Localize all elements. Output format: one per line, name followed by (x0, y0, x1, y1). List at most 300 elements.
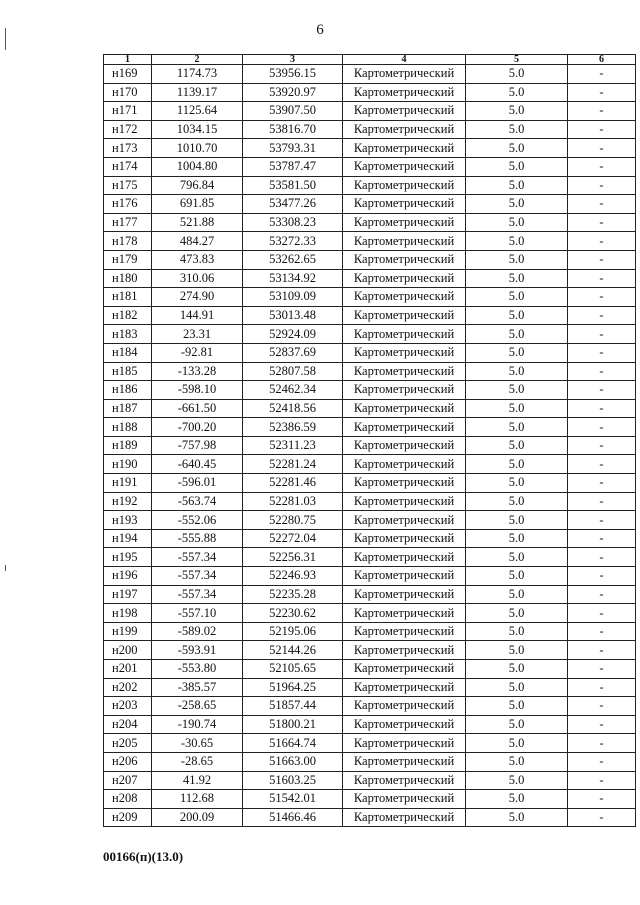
point-id-cell: н170 (104, 83, 152, 102)
accuracy-cell: 5.0 (466, 232, 568, 251)
note-cell: - (568, 269, 636, 288)
point-id-cell: н190 (104, 455, 152, 474)
note-cell: - (568, 604, 636, 623)
x-coordinate-cell: 1010.70 (152, 139, 243, 158)
x-coordinate-cell: -661.50 (152, 399, 243, 418)
y-coordinate-cell: 51800.21 (243, 715, 343, 734)
point-id-cell: н181 (104, 288, 152, 307)
x-coordinate-cell: 200.09 (152, 808, 243, 827)
x-coordinate-cell: -700.20 (152, 418, 243, 437)
note-cell: - (568, 622, 636, 641)
y-coordinate-cell: 53816.70 (243, 120, 343, 139)
accuracy-cell: 5.0 (466, 176, 568, 195)
x-coordinate-cell: 1125.64 (152, 102, 243, 121)
accuracy-cell: 5.0 (466, 604, 568, 623)
x-coordinate-cell: -133.28 (152, 362, 243, 381)
x-coordinate-cell: -640.45 (152, 455, 243, 474)
y-coordinate-cell: 53581.50 (243, 176, 343, 195)
accuracy-cell: 5.0 (466, 529, 568, 548)
point-id-cell: н177 (104, 213, 152, 232)
method-cell: Картометрический (343, 306, 466, 325)
y-coordinate-cell: 52105.65 (243, 660, 343, 679)
table-row (104, 195, 636, 214)
point-id-cell: н187 (104, 399, 152, 418)
point-id-cell: н184 (104, 343, 152, 362)
note-cell: - (568, 455, 636, 474)
accuracy-cell: 5.0 (466, 288, 568, 307)
note-cell: - (568, 529, 636, 548)
point-id-cell: н206 (104, 752, 152, 771)
method-cell: Картометрический (343, 455, 466, 474)
method-cell: Картометрический (343, 604, 466, 623)
y-coordinate-cell: 52246.93 (243, 567, 343, 586)
accuracy-cell: 5.0 (466, 269, 568, 288)
table-row (104, 343, 636, 362)
method-cell: Картометрический (343, 232, 466, 251)
y-coordinate-cell: 52280.75 (243, 511, 343, 530)
method-cell: Картометрический (343, 362, 466, 381)
point-id-cell: н209 (104, 808, 152, 827)
table-row (104, 399, 636, 418)
y-coordinate-cell: 52281.46 (243, 474, 343, 493)
method-cell: Картометрический (343, 734, 466, 753)
point-id-cell: н208 (104, 790, 152, 809)
table-row (104, 102, 636, 121)
point-id-cell: н202 (104, 678, 152, 697)
accuracy-cell: 5.0 (466, 660, 568, 679)
accuracy-cell: 5.0 (466, 790, 568, 809)
note-cell: - (568, 771, 636, 790)
method-cell: Картометрический (343, 660, 466, 679)
y-coordinate-cell: 53262.65 (243, 250, 343, 269)
table-row (104, 232, 636, 251)
x-coordinate-cell: -552.06 (152, 511, 243, 530)
x-coordinate-cell: 310.06 (152, 269, 243, 288)
table-row (104, 790, 636, 809)
table-row (104, 157, 636, 176)
y-coordinate-cell: 52386.59 (243, 418, 343, 437)
note-cell: - (568, 548, 636, 567)
point-id-cell: н178 (104, 232, 152, 251)
accuracy-cell: 5.0 (466, 362, 568, 381)
method-cell: Картометрический (343, 436, 466, 455)
point-id-cell: н185 (104, 362, 152, 381)
table-row (104, 548, 636, 567)
accuracy-cell: 5.0 (466, 808, 568, 827)
table-row (104, 436, 636, 455)
column-header: 6 (568, 55, 636, 65)
y-coordinate-cell: 52281.24 (243, 455, 343, 474)
point-id-cell: н176 (104, 195, 152, 214)
x-coordinate-cell: 1034.15 (152, 120, 243, 139)
y-coordinate-cell: 52281.03 (243, 492, 343, 511)
note-cell: - (568, 157, 636, 176)
x-coordinate-cell: 796.84 (152, 176, 243, 195)
method-cell: Картометрический (343, 511, 466, 530)
method-cell: Картометрический (343, 808, 466, 827)
method-cell: Картометрический (343, 641, 466, 660)
note-cell: - (568, 381, 636, 400)
y-coordinate-cell: 52311.23 (243, 436, 343, 455)
y-coordinate-cell: 51664.74 (243, 734, 343, 753)
accuracy-cell: 5.0 (466, 474, 568, 493)
scan-edge-mark (5, 565, 6, 571)
x-coordinate-cell: -557.10 (152, 604, 243, 623)
point-id-cell: н171 (104, 102, 152, 121)
note-cell: - (568, 678, 636, 697)
y-coordinate-cell: 53956.15 (243, 65, 343, 84)
method-cell: Картометрический (343, 548, 466, 567)
y-coordinate-cell: 52462.34 (243, 381, 343, 400)
point-id-cell: н203 (104, 697, 152, 716)
method-cell: Картометрический (343, 65, 466, 84)
note-cell: - (568, 734, 636, 753)
accuracy-cell: 5.0 (466, 120, 568, 139)
method-cell: Картометрический (343, 529, 466, 548)
table-row (104, 511, 636, 530)
table-row (104, 325, 636, 344)
method-cell: Картометрический (343, 418, 466, 437)
method-cell: Картометрический (343, 678, 466, 697)
x-coordinate-cell: -92.81 (152, 343, 243, 362)
note-cell: - (568, 306, 636, 325)
y-coordinate-cell: 51857.44 (243, 697, 343, 716)
note-cell: - (568, 343, 636, 362)
column-header: 4 (343, 55, 466, 65)
point-id-cell: н197 (104, 585, 152, 604)
table-row (104, 306, 636, 325)
table-row (104, 65, 636, 84)
accuracy-cell: 5.0 (466, 678, 568, 697)
accuracy-cell: 5.0 (466, 641, 568, 660)
table-row (104, 176, 636, 195)
note-cell: - (568, 752, 636, 771)
note-cell: - (568, 232, 636, 251)
table-row (104, 734, 636, 753)
note-cell: - (568, 585, 636, 604)
x-coordinate-cell: -553.80 (152, 660, 243, 679)
x-coordinate-cell: 484.27 (152, 232, 243, 251)
table-body (104, 65, 636, 827)
x-coordinate-cell: 1174.73 (152, 65, 243, 84)
point-id-cell: н205 (104, 734, 152, 753)
point-id-cell: н169 (104, 65, 152, 84)
x-coordinate-cell: 1004.80 (152, 157, 243, 176)
table-row (104, 250, 636, 269)
y-coordinate-cell: 51663.00 (243, 752, 343, 771)
accuracy-cell: 5.0 (466, 697, 568, 716)
x-coordinate-cell: -596.01 (152, 474, 243, 493)
method-cell: Картометрический (343, 790, 466, 809)
x-coordinate-cell: 144.91 (152, 306, 243, 325)
x-coordinate-cell: -28.65 (152, 752, 243, 771)
note-cell: - (568, 83, 636, 102)
y-coordinate-cell: 52807.58 (243, 362, 343, 381)
table-row (104, 269, 636, 288)
point-id-cell: н198 (104, 604, 152, 623)
coordinates-table (103, 54, 636, 827)
point-id-cell: н199 (104, 622, 152, 641)
x-coordinate-cell: -557.34 (152, 548, 243, 567)
y-coordinate-cell: 53907.50 (243, 102, 343, 121)
table-row (104, 622, 636, 641)
y-coordinate-cell: 53308.23 (243, 213, 343, 232)
note-cell: - (568, 120, 636, 139)
method-cell: Картометрический (343, 697, 466, 716)
x-coordinate-cell: -757.98 (152, 436, 243, 455)
point-id-cell: н207 (104, 771, 152, 790)
method-cell: Картометрический (343, 120, 466, 139)
y-coordinate-cell: 52144.26 (243, 641, 343, 660)
y-coordinate-cell: 52195.06 (243, 622, 343, 641)
y-coordinate-cell: 53787.47 (243, 157, 343, 176)
table-header-row (104, 55, 636, 65)
point-id-cell: н182 (104, 306, 152, 325)
note-cell: - (568, 288, 636, 307)
x-coordinate-cell: -190.74 (152, 715, 243, 734)
y-coordinate-cell: 52235.28 (243, 585, 343, 604)
table-row (104, 715, 636, 734)
note-cell: - (568, 567, 636, 586)
method-cell: Картометрический (343, 269, 466, 288)
y-coordinate-cell: 52418.56 (243, 399, 343, 418)
point-id-cell: н201 (104, 660, 152, 679)
table-row (104, 455, 636, 474)
point-id-cell: н188 (104, 418, 152, 437)
method-cell: Картометрический (343, 622, 466, 641)
table-row (104, 808, 636, 827)
x-coordinate-cell: 521.88 (152, 213, 243, 232)
point-id-cell: н196 (104, 567, 152, 586)
note-cell: - (568, 65, 636, 84)
method-cell: Картометрический (343, 492, 466, 511)
y-coordinate-cell: 53013.48 (243, 306, 343, 325)
point-id-cell: н193 (104, 511, 152, 530)
y-coordinate-cell: 52230.62 (243, 604, 343, 623)
accuracy-cell: 5.0 (466, 83, 568, 102)
note-cell: - (568, 436, 636, 455)
note-cell: - (568, 418, 636, 437)
accuracy-cell: 5.0 (466, 213, 568, 232)
accuracy-cell: 5.0 (466, 455, 568, 474)
method-cell: Картометрический (343, 102, 466, 121)
method-cell: Картометрический (343, 567, 466, 586)
accuracy-cell: 5.0 (466, 622, 568, 641)
table-row (104, 567, 636, 586)
table-row (104, 381, 636, 400)
note-cell: - (568, 697, 636, 716)
point-id-cell: н173 (104, 139, 152, 158)
accuracy-cell: 5.0 (466, 157, 568, 176)
accuracy-cell: 5.0 (466, 734, 568, 753)
table-row (104, 492, 636, 511)
table-row (104, 474, 636, 493)
accuracy-cell: 5.0 (466, 306, 568, 325)
x-coordinate-cell: -589.02 (152, 622, 243, 641)
point-id-cell: н200 (104, 641, 152, 660)
y-coordinate-cell: 53134.92 (243, 269, 343, 288)
note-cell: - (568, 176, 636, 195)
point-id-cell: н186 (104, 381, 152, 400)
accuracy-cell: 5.0 (466, 343, 568, 362)
column-header: 5 (466, 55, 568, 65)
note-cell: - (568, 492, 636, 511)
point-id-cell: н194 (104, 529, 152, 548)
method-cell: Картометрический (343, 176, 466, 195)
y-coordinate-cell: 52837.69 (243, 343, 343, 362)
point-id-cell: н174 (104, 157, 152, 176)
accuracy-cell: 5.0 (466, 548, 568, 567)
x-coordinate-cell: -598.10 (152, 381, 243, 400)
x-coordinate-cell: -258.65 (152, 697, 243, 716)
point-id-cell: н189 (104, 436, 152, 455)
table-row (104, 641, 636, 660)
accuracy-cell: 5.0 (466, 325, 568, 344)
y-coordinate-cell: 53793.31 (243, 139, 343, 158)
x-coordinate-cell: -557.34 (152, 585, 243, 604)
note-cell: - (568, 250, 636, 269)
y-coordinate-cell: 53272.33 (243, 232, 343, 251)
method-cell: Картометрический (343, 195, 466, 214)
table-row (104, 288, 636, 307)
note-cell: - (568, 715, 636, 734)
table-row (104, 752, 636, 771)
method-cell: Картометрический (343, 715, 466, 734)
accuracy-cell: 5.0 (466, 436, 568, 455)
table-row (104, 604, 636, 623)
note-cell: - (568, 474, 636, 493)
x-coordinate-cell: 274.90 (152, 288, 243, 307)
point-id-cell: н175 (104, 176, 152, 195)
note-cell: - (568, 102, 636, 121)
x-coordinate-cell: 691.85 (152, 195, 243, 214)
y-coordinate-cell: 52272.04 (243, 529, 343, 548)
note-cell: - (568, 790, 636, 809)
accuracy-cell: 5.0 (466, 139, 568, 158)
method-cell: Картометрический (343, 213, 466, 232)
document-code: 00166(п)(13.0) (103, 849, 184, 864)
method-cell: Картометрический (343, 399, 466, 418)
accuracy-cell: 5.0 (466, 752, 568, 771)
accuracy-cell: 5.0 (466, 715, 568, 734)
column-header: 1 (104, 55, 152, 65)
x-coordinate-cell: 1139.17 (152, 83, 243, 102)
note-cell: - (568, 325, 636, 344)
y-coordinate-cell: 51603.25 (243, 771, 343, 790)
y-coordinate-cell: 51466.46 (243, 808, 343, 827)
table-row (104, 660, 636, 679)
column-header: 3 (243, 55, 343, 65)
method-cell: Картометрический (343, 83, 466, 102)
method-cell: Картометрический (343, 343, 466, 362)
method-cell: Картометрический (343, 288, 466, 307)
table-row (104, 418, 636, 437)
note-cell: - (568, 213, 636, 232)
table-row (104, 139, 636, 158)
note-cell: - (568, 139, 636, 158)
note-cell: - (568, 362, 636, 381)
point-id-cell: н192 (104, 492, 152, 511)
accuracy-cell: 5.0 (466, 399, 568, 418)
accuracy-cell: 5.0 (466, 567, 568, 586)
point-id-cell: н180 (104, 269, 152, 288)
y-coordinate-cell: 52256.31 (243, 548, 343, 567)
method-cell: Картометрический (343, 585, 466, 604)
point-id-cell: н191 (104, 474, 152, 493)
table-row (104, 529, 636, 548)
method-cell: Картометрический (343, 250, 466, 269)
x-coordinate-cell: 112.68 (152, 790, 243, 809)
y-coordinate-cell: 53109.09 (243, 288, 343, 307)
table-row (104, 697, 636, 716)
x-coordinate-cell: -30.65 (152, 734, 243, 753)
accuracy-cell: 5.0 (466, 418, 568, 437)
accuracy-cell: 5.0 (466, 511, 568, 530)
method-cell: Картометрический (343, 157, 466, 176)
table-row (104, 362, 636, 381)
note-cell: - (568, 511, 636, 530)
table-row (104, 83, 636, 102)
table-row (104, 771, 636, 790)
note-cell: - (568, 641, 636, 660)
method-cell: Картометрический (343, 381, 466, 400)
accuracy-cell: 5.0 (466, 65, 568, 84)
y-coordinate-cell: 51964.25 (243, 678, 343, 697)
method-cell: Картометрический (343, 139, 466, 158)
y-coordinate-cell: 51542.01 (243, 790, 343, 809)
accuracy-cell: 5.0 (466, 250, 568, 269)
method-cell: Картометрический (343, 771, 466, 790)
method-cell: Картометрический (343, 474, 466, 493)
x-coordinate-cell: 41.92 (152, 771, 243, 790)
point-id-cell: н183 (104, 325, 152, 344)
table-row (104, 120, 636, 139)
note-cell: - (568, 195, 636, 214)
accuracy-cell: 5.0 (466, 195, 568, 214)
point-id-cell: н179 (104, 250, 152, 269)
table-row (104, 213, 636, 232)
accuracy-cell: 5.0 (466, 492, 568, 511)
accuracy-cell: 5.0 (466, 585, 568, 604)
y-coordinate-cell: 52924.09 (243, 325, 343, 344)
y-coordinate-cell: 53920.97 (243, 83, 343, 102)
point-id-cell: н172 (104, 120, 152, 139)
point-id-cell: н195 (104, 548, 152, 567)
note-cell: - (568, 399, 636, 418)
x-coordinate-cell: -555.88 (152, 529, 243, 548)
x-coordinate-cell: -593.91 (152, 641, 243, 660)
x-coordinate-cell: -557.34 (152, 567, 243, 586)
column-header: 2 (152, 55, 243, 65)
table-row (104, 585, 636, 604)
method-cell: Картометрический (343, 325, 466, 344)
scan-edge-mark (5, 28, 6, 50)
x-coordinate-cell: -385.57 (152, 678, 243, 697)
table-row (104, 678, 636, 697)
note-cell: - (568, 808, 636, 827)
page-number: 6 (316, 22, 324, 38)
y-coordinate-cell: 53477.26 (243, 195, 343, 214)
accuracy-cell: 5.0 (466, 102, 568, 121)
x-coordinate-cell: -563.74 (152, 492, 243, 511)
accuracy-cell: 5.0 (466, 771, 568, 790)
method-cell: Картометрический (343, 752, 466, 771)
x-coordinate-cell: 473.83 (152, 250, 243, 269)
accuracy-cell: 5.0 (466, 381, 568, 400)
point-id-cell: н204 (104, 715, 152, 734)
note-cell: - (568, 660, 636, 679)
x-coordinate-cell: 23.31 (152, 325, 243, 344)
